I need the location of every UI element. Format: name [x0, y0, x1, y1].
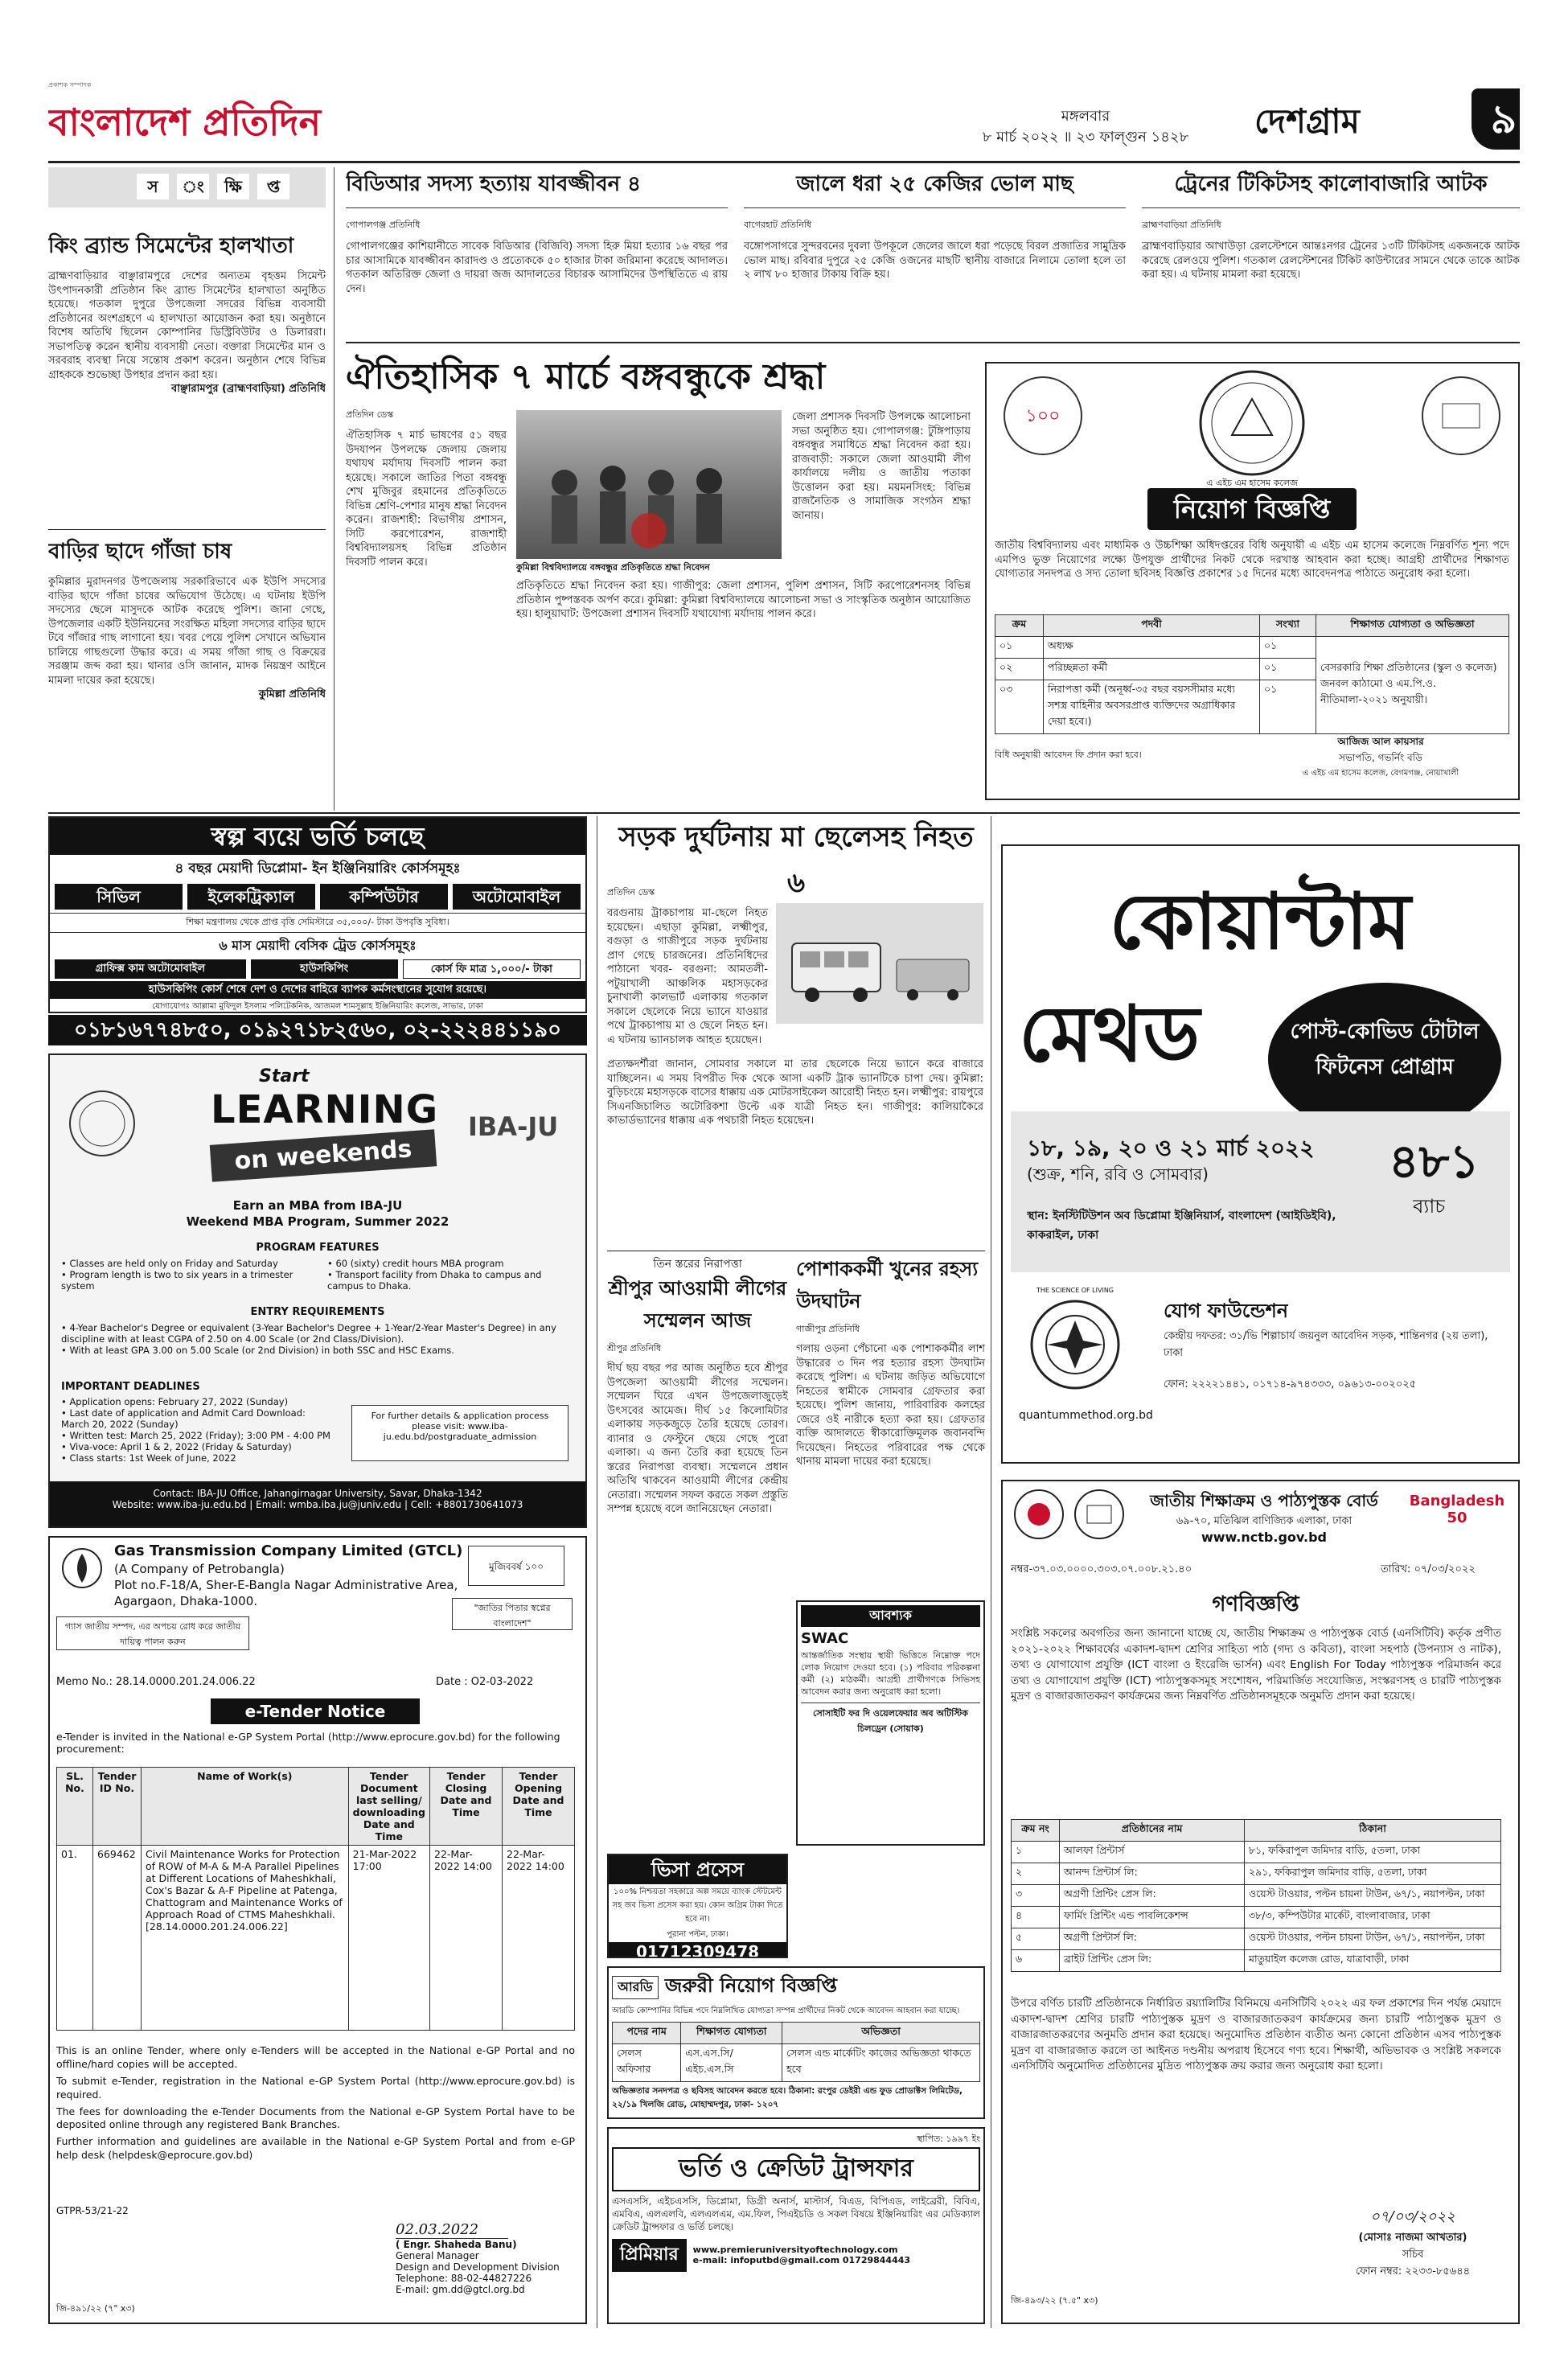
col-header: ক্রম নং — [1012, 1820, 1060, 1842]
company-sub: (A Company of Petrobangla) — [114, 1562, 285, 1576]
logo-text: THE SCIENCE OF LIVING — [1036, 1287, 1114, 1294]
byline: প্রতিদিন ডেস্ক — [346, 409, 394, 420]
table-row — [1012, 1863, 1501, 1885]
col-header: Tender ID No. — [93, 1768, 142, 1846]
ad-phone: 01712309478 — [609, 1942, 786, 1958]
mujib-100-icon — [999, 372, 1087, 460]
garment-story[interactable] — [796, 1255, 985, 1592]
signature-date: ০৭/০৩/২০২২ — [1370, 2208, 1455, 2225]
ad-body: আন্তর্জাতিক সংস্থায় স্থায়ী ভিত্তিতে নিম্নোক্ত পদে লোক নিয়োগ দেওয়া হবে। (১) পরিবার পরিকল্পনা কর্মী (২) মাঠকর্মী। আগ্রহী প্রার্থীগণকে সিভিসহ আবেদন করার জন্য অনুরোধ করা হলো। — [801, 1650, 980, 1697]
ad-code: জি-৪৯৩/২২ (৭.৫" x৩) — [1011, 2295, 1098, 2306]
col-header: Tender Closing Date and Time — [430, 1768, 503, 1846]
crowd-photo-icon — [516, 410, 782, 559]
column-divider — [334, 167, 335, 811]
top-story-2[interactable] — [744, 167, 1126, 312]
divider — [48, 529, 326, 530]
cell: অগ্রণী প্রিন্টিং প্রেস লি: — [1060, 1885, 1245, 1907]
tender-terms — [56, 2044, 575, 2166]
ad-phones[interactable]: ০১৮১৬৭৭৪৮৫০, ০১৯২৭১৮২৫৬০, ০২-২২২৪৪১১৯০ — [48, 1015, 587, 1045]
office-address: কেন্দ্রীয় দফতর: ৩১/ভি শিল্পাচার্য জয়নুল আবেদিন সড়ক, শান্তিনগর (২য় তলা), ঢাকা — [1164, 1330, 1488, 1359]
notice-note: বিধি অনুযায়ী আবেদন ফি প্রদান করা হবে। — [995, 750, 1142, 760]
trade-tag: গ্রাফিক্স কাম অটোমোবাইল — [55, 959, 246, 979]
signature-block — [1324, 2205, 1501, 2281]
details-box[interactable]: For further details & application process please visit: www.iba-ju.edu.bd/postgraduate_admission — [351, 1405, 569, 1461]
story-body: কুমিল্লার মুরাদনগর উপজেলায় সরকারিভাবে এক ইউপি সদস্যের বাড়ির ছাদে গাঁজা চাষের অভিযোগ উঠেছে। এ ঘটনায় ইউপি সদস্যের ছেলে মাসুদকে আটক করেছে পুলিশ। জানা গেছে, উপজেলার একটি ইউনিয়নের সংরক্ষিত মহিলা সদস্যের বাড়ির ছাদে টবে গাঁজার গাছ লাগানো হয়। খবর পেয়ে পুলিশ সেখানে অভিযান চালিয়ে গাছগুলো উদ্ধার করে। এ সময় গাঁজা গাছ ও বিক্রয়ের সরঞ্জাম জব্দ করা হয়। থানার ওসি জানান, মাদক নিয়ন্ত্রণ আইনে মামলা দায়ের করা হয়েছে। — [48, 576, 326, 687]
headline: বাড়ির ছাদে গাঁজা চাষ — [48, 540, 232, 564]
ad-address: যোগাযোগঃ আল্লামা মুফিদুল ইসলাম পলিটেকনিক, আজমল শামসুল্লাহ ইঞ্জিনিয়ারিং কলেজ, সাভার, ঢাকা — [152, 1002, 483, 1011]
col-header: Tender Document last selling/ downloading Date and Time — [348, 1768, 429, 1846]
signature-block — [396, 2221, 581, 2295]
board-address: ৬৯-৭০, মতিঝিল বাণিজ্যিক এলাকা, ঢাকা — [1176, 1515, 1353, 1527]
signer-org: এ এইচ এম হাসেম কলেজ, বেগমগঞ্জ, নোয়াখালী — [1302, 769, 1459, 778]
slogan-box: গ্যাস জাতীয় সম্পদ, এর অপচয় রোধ করে জাতীয় দায়িত্ব পালন করুন — [56, 1616, 249, 1650]
byline: বাগেরহাট প্রতিনিধি — [744, 220, 812, 230]
cell: মাতুয়াইল কলেজ রোড, যাত্রাবাড়ী, ঢাকা — [1245, 1950, 1501, 1972]
byline: কুমিল্লা প্রতিনিধি — [258, 688, 326, 701]
memo-date: তারিখ: ০৭/০৩/২০২২ — [1381, 1563, 1476, 1575]
col-header: Name of Work(s) — [142, 1768, 349, 1846]
story-body: গোপালগঞ্জের কাশিয়ানীতে সাবেক বিডিআর (বিজিবি) সদস্য হিরু মিয়া হত্যার ১৬ বছর পর চার আসামিকে যাবজ্জীবন কারাদণ্ড ও প্রত্যেককে ৫০ হাজার টাকা জরিমানা করেছে আদালত। গতকাল অতিরিক্ত জেলা ও দায়রা জজ আদালতের বিচারক আসামিদের উপস্থিতিতে এ রায় দেন। — [346, 240, 728, 295]
trade-tag: হাউসকিপিং — [251, 959, 398, 979]
quote-box: "জাতির পিতার স্বপ্নের বাংলাদেশ" — [452, 1598, 573, 1630]
byline: ব্রাহ্মণবাড়িয়া প্রতিনিধি — [1142, 220, 1221, 230]
premier-ad[interactable] — [607, 2127, 985, 2324]
ad-banner: হাউসকিপিং কোর্স শেষে দেশ ও দেশের বাহিরে ব্যাপক কর্মসংস্থানের সুযোগ রয়েছে। — [50, 981, 585, 999]
divider — [48, 812, 1520, 814]
cell: ওয়েস্ট টাওয়ার, পল্টন চায়না টাউন, ৬৭/১, নয়াপল্টন, ঢাকা — [1245, 1928, 1501, 1950]
cell: পরিচ্ছন্নতা কর্মী — [1044, 659, 1260, 680]
ju-logo-icon — [66, 1087, 138, 1160]
notice-body: সংশ্লিষ্ট সকলের অবগতির জন্য জানানো যাচ্ছে যে, জাতীয় শিক্ষাক্রম ও পাঠ্যপুস্তক বোর্ড (এনসিটিবি) কর্তৃক প্রণীত ২০২১-২০২২ শিক্ষাবর্ষের একাদশ-দ্বাদশ শ্রেণির সাহিত্য পাঠ (গদ্য ও কবিতা), বাংলা সহপাঠ (উপন্যাস ও নাটক), তথ্য ও যোগাযোগ প্রযুক্তি (ICT বাংলা ও ইংরেজি ভার্সন) এবং English For Today পাঠ্যপুস্তক পরিমার্জন করে তথ্য ও যোগাযোগ প্রযুক্তি (ICT) পাঠ্যপুস্তকসমূহ সংশোধন, পরিমার্জিত সংযোজিত, সংস্করণসহ ও চারটি পাঠ্যপুস্তক মুদ্রণ ও বাজারজাতকরণ কার্যক্রমের জন্য নিম্নবর্ণিত প্রতিষ্ঠানসমূহকে অনুমতি প্রদান করা হয়েছে। — [1011, 1627, 1501, 1703]
swac-ad[interactable] — [796, 1600, 985, 1846]
cell: 22-Mar-2022 14:00 — [430, 1846, 503, 2031]
section-title: দেশগ্রাম — [1254, 101, 1360, 141]
cell: ৬ — [1012, 1950, 1060, 1972]
story-column: প্রতিকৃতিতে শ্রদ্ধা নিবেদন করা হয়। গাজীপুর: জেলা প্রশাসন, পুলিশ প্রশাসন, সিটি করপোরেশনসহ বিভিন্ন প্রতিষ্ঠান পুষ্পস্তবক অর্পণ করে। কুমিল্লা: কুমিল্লা বিশ্ববিদ্যালয়ে আলোচনা সভা ও সাংস্কৃতিক অনুষ্ঠান আয়োজিত হয়। হালুয়াঘাট: উপজেলা প্রশাসন দিবসটি যথাযোগ্য মর্যাদায় পালন করে। — [516, 580, 971, 621]
job-ad[interactable] — [985, 362, 1520, 800]
memo-date: Date : O2-03-2022 — [436, 1676, 534, 1688]
notice-body: উপরে বর্ণিত চারটি প্রতিষ্ঠানকে নির্ধারিত রয়্যালিটির বিনিময়ে এনসিটিবি ২০২২ এর ফল প্রকাশের দিন পর্যন্ত মেয়াদে একাদশ-দ্বাদশ শ্রেণির চারটি পাঠ্যপুস্তক মুদ্রণ ও বাজারজাতকরণ কার্যক্রমের জন্য চারটি পাঠ্যপুস্তক মুদ্রণ ও বাজারজাতকরণের অনুমতি প্রদান করা হয়েছে। অনুমোদিত প্রতিষ্ঠান ব্যতীত অন্য কোনো প্রতিষ্ঠান এসব পাঠ্যপুস্তক মুদ্রণ বা বাজারজাত করলে তা আইনত দণ্ডনীয় অপরাধ হিসেবে গণ্য হবে। শিক্ষার্থী, অভিভাবক ও সংশ্লিষ্ট সকলকে এনসিটিবি অনুমোদিত প্রতিষ্ঠানের মুদ্রিত পাঠ্যপুস্তক ক্রয় করার জন্য অনুরোধ করা হলো। — [1011, 1997, 1501, 2073]
headline: পোশাককর্মী খুনের রহস্য উদঘাটন — [796, 1258, 979, 1312]
signature-date: 02.03.2022 — [396, 2221, 508, 2239]
headline: কিং ব্র্যান্ড সিমেন্টের হালখাতা — [48, 234, 294, 258]
cell: আলফা প্রিন্টার্স — [1060, 1842, 1245, 1863]
cell: ০১ — [1260, 659, 1316, 680]
start-text: Start — [259, 1066, 310, 1086]
course-tag: কম্পিউটার — [320, 884, 448, 910]
ad-heading: জরুরী নিয়োগ বিজ্ঞপ্তি — [664, 1974, 837, 1997]
top-story-1[interactable] — [346, 167, 728, 312]
venue: স্থান: ইনস্টিটিউশন অব ডিপ্লোমা ইঞ্জিনিয়ার্স, বাংলাদেশ (আইডিইবি), কাকরাইল, ঢাকা — [1027, 1210, 1336, 1242]
brand-logo[interactable]: বাংলাদেশ প্রতিদিন — [48, 101, 322, 144]
signer-title: সচিব — [1402, 2249, 1424, 2261]
sreepur-story[interactable] — [607, 1255, 788, 1850]
headline: জালে ধরা ২৫ কেজির ভোল মাছ — [744, 167, 1126, 208]
divider — [346, 342, 1520, 343]
batch-number: ৪৮১ — [1389, 1134, 1480, 1189]
brand-tag: আরডি — [612, 1976, 659, 1999]
notice-title: নিয়োগ বিজ্ঞপ্তি — [1147, 488, 1357, 530]
board-website[interactable]: www.nctb.gov.bd — [1201, 1530, 1327, 1545]
iba-earn: Earn an MBA from IBA-JU — [232, 1198, 403, 1213]
iba-brand: IBA-JU — [468, 1111, 559, 1142]
ad-heading: ভিসা প্রসেস — [609, 1855, 786, 1884]
term: The fees for downloading the e-Tender Documents from the National e-GP System Portal have to be deposited online through any registered Bank Branches. — [56, 2105, 575, 2131]
ad-subtitle: ৪ বছর মেয়াদী ডিপ্লোমা- ইন ইঞ্জিনিয়ারিং কোর্সসমূহঃ — [174, 860, 461, 877]
story-body: বঙ্গোপসাগরে সুন্দরবনের দুবলা উপকূলে জেলের জালে ধরা পড়েছে বিরল প্রজাতির সামুদ্রিক ভোল মাছ। রবিবার দুপুরে ২৫ কেজি ওজনের মাছটি স্থানীয় বাজারে নিলামে তোলা হলে তা ২ লাখ ৮০ হাজার টাকায় বিক্রি হয়। — [744, 240, 1126, 281]
accident-photo — [776, 903, 983, 1024]
quantum-subtitle: মেথড — [1019, 988, 1201, 1079]
news-photo — [516, 410, 782, 559]
brief-letter: ক্ষি — [217, 174, 249, 199]
brief-story-2[interactable] — [48, 535, 326, 808]
brand-tag: প্রিমিয়ার — [612, 2239, 687, 2272]
established: স্থাপিত: ১৯৯৭ ইং — [916, 2134, 980, 2144]
ad-code: জি-৪৯১/২২ (৭" x৩) — [56, 2303, 135, 2314]
cell: Civil Maintenance Works for Protection of ROW of M-A & M-A Parallel Pipelines at Different Locations of Maheshkhali, Cox's Bazar & A-F Pipeline at Patenga, Chattogram and Maintenance Works of Approach Road of CTMS Maheshkhali. [28.14.0000.201.24.006.22] — [142, 1846, 349, 2031]
story-body: প্রত্যক্ষদর্শীরা জানান, সোমবার সকালে মা তার ছেলেকে নিয়ে ভ্যানে করে বাজারে যাচ্ছিলেন। এ সময় বিপরীত দিক থেকে আসা একটি ট্রাক ভ্যানটিকে চাপা দেয়। কুমিল্লা: বুড়িচংয়ে মহাসড়কে বাসের ধাক্কায় এক মোটরসাইকেল আরোহী নিহত হন। লক্ষ্মীপুর: রায়পুরে সিএনজিচালিত অটোরিকশা উল্টে এক যাত্রী নিহত হন। গাজীপুর: কালিয়াকৈরে কাভার্ডভ্যানের ধাক্কায় এক পথচারী নিহত হয়েছেন। — [607, 1058, 983, 1127]
contact-line: Contact: IBA-JU Office, Jahangirnagar University, Savar, Dhaka-1342 — [153, 1488, 482, 1499]
mujib-badge: মুজিববর্ষ ১০০ — [468, 1546, 564, 1586]
tender-table — [56, 1767, 575, 2031]
weekends-text: on weekends — [210, 1129, 437, 1181]
features-right: • 60 (sixty) credit hours MBA program • Transport facility from Dhaka to campus and campus to Dhaka. — [327, 1258, 542, 1292]
course-tag: ইলেকট্রিক্যাল — [187, 884, 315, 910]
col-header: অভিজ্ঞতা — [782, 2023, 980, 2044]
ad-address: পুরানা পল্টন, ঢাকা। — [667, 1930, 729, 1939]
cell: ০১ — [1260, 637, 1316, 659]
ad-footer: অভিজ্ঞতার সনদপত্র ও ছবিসহ আবেদন করতে হবে। ঠিকানা: রংপুর ডেইরী এন্ড ফুড প্রোডাক্টস লিমিটেড, ২২/১৯ খিলজি রোড, মোহাম্মদপুর, ঢাকা- ১২০৭ — [612, 2086, 963, 2109]
quantum-date-row — [1011, 1111, 1510, 1272]
org-logo: SWAC — [801, 1630, 849, 1647]
entry-text: • 4-Year Bachelor's Degree or equivalent (3-Year Bachelor's Degree + 1-Year/2-Year Master's Degree) in any discipline with at least CGPA of 2.50 on 4.00 Scale (or 2nd Class/Division). • With at least GPA 3.00 on 5.00 Scale (or 2nd Division) in both SSC and HSC Exams. — [61, 1322, 556, 1356]
accident-story[interactable] — [607, 816, 985, 1247]
cell: 01. — [57, 1846, 93, 2031]
ad-website[interactable]: www.premieruniversityoftechnology.com — [692, 2245, 898, 2256]
iba-program: Weekend MBA Program, Summer 2022 — [186, 1214, 449, 1229]
college-crest-icon — [1196, 367, 1308, 479]
cell: অগ্রণী প্রিন্টার্স লি: — [1060, 1928, 1245, 1950]
cell: ০১ — [1260, 680, 1316, 734]
headline: বিডিআর সদস্য হত্যায় যাবজ্জীবন ৪ — [346, 167, 728, 208]
table-row — [613, 2044, 980, 2082]
ad-title: স্বল্প ব্যয়ে ভর্তি চলছে — [50, 818, 585, 855]
col-header: সংখ্যা — [1260, 615, 1316, 637]
brief-letter: ং — [177, 174, 209, 199]
ad-note: শিক্ষা মন্ত্রণালয় থেকে প্রাপ্ত বৃত্তি সেমিস্টারে ৩৫,০০০/- টাকা উপবৃত্তি সুবিধা। — [50, 913, 585, 933]
table-row — [1012, 1842, 1501, 1863]
col-header: Tender Opening Date and Time — [503, 1768, 575, 1846]
cell: 669462 — [93, 1846, 142, 2031]
brief-story-1[interactable] — [48, 229, 326, 527]
story-column: জেলা প্রশাসক দিবসটি উপলক্ষে আলোচনা সভা অনুষ্ঠিত হয়। গোপালগঞ্জ: টুঙ্গিপাড়ায় বঙ্গবন্ধুর সমাধিতে শ্রদ্ধা নিবেদন করা হয়। রাজবাড়ী: সকালে জেলা আওয়ামী লীগ কার্যালয়ে দলীয় ও জাতীয় পতাকা উত্তোলন করা হয়। ময়মনসিংহ: বিভিন্ন রাজনৈতিক ও সামাজিক সংগঠন শ্রদ্ধা জানায়। — [792, 411, 971, 522]
signer-title: সভাপতি, গভর্নিং বডি — [1339, 752, 1422, 763]
course-tag: সিভিল — [55, 884, 183, 910]
cell: ২৯১, ফকিরাপুল জমিদার বাড়ি, ৫তলা, ঢাকা — [1245, 1863, 1501, 1885]
table-row — [1012, 1907, 1501, 1928]
ad-heading: ভর্তি ও ক্রেডিট ট্রান্সফার — [612, 2147, 980, 2191]
page-number: ৯ — [1472, 88, 1520, 150]
program-badge: পোস্ট-কোভিড টোটাল ফিটনেস প্রোগ্রাম — [1268, 983, 1501, 1136]
notice-title: e-Tender Notice — [211, 1698, 420, 1724]
masthead-tagline: প্রকাশক সম্পাদক — [48, 81, 92, 88]
nctb-notice[interactable] — [1001, 1480, 1520, 2324]
col-header: পদবী — [1044, 615, 1260, 637]
kicker: তিন স্তরের নিরাপত্তা — [653, 1258, 742, 1271]
iba-contact — [50, 1481, 585, 1526]
cell: 21-Mar-2022 17:00 — [348, 1846, 429, 2031]
signer-phone: Telephone: 88-02-44827226 — [396, 2273, 532, 2284]
ad-body: ১০০% নিশ্চয়তা সহকারে অল্প সময়ে ব্যাংক স্টেটমেন্ট সহ জব ভিসা প্রসেস করা হয়। কোন অগ্রিম টাকা দিতে হবে না। — [612, 1887, 783, 1924]
col-header: শিক্ষাগত যোগ্যতা ও অভিজ্ঞতা — [1316, 615, 1509, 637]
byline: গাজীপুর প্রতিনিধি — [796, 1324, 860, 1334]
byline: শ্রীপুর প্রতিনিধি — [607, 1343, 662, 1353]
anniversary-logo: Bangladesh 50 — [1409, 1493, 1505, 1526]
ad-footer: সোসাইটি ফর দি ওয়েলফেয়ার অব অটিস্টিক চিলড্রেন (সোয়াক) — [801, 1702, 980, 1737]
headline: ঐতিহাসিক ৭ মার্চে বঙ্গবন্ধুকে শ্রদ্ধা — [346, 356, 826, 397]
headline: সড়ক দুর্ঘটনায় মা ছেলেসহ নিহত ৬ — [618, 821, 974, 899]
rd-recruitment-ad[interactable] — [607, 1966, 985, 2119]
govt-seal-icon — [1417, 372, 1505, 460]
headline: ট্রেনের টিকিটসহ কালোবাজারি আটক — [1142, 167, 1520, 208]
story-body: বরগুনায় ট্রাকচাপায় মা-ছেলে নিহত হয়েছেন। এছাড়া কুমিল্লা, লক্ষ্মীপুর, বগুড়া ও গাজীপুরে সড়ক দুর্ঘটনায় প্রাণ গেছে চারজনের। প্রতিনিধিদের পাঠানো খবর- বরগুনা: আমতলী-পটুয়াখালী আঞ্চলিক মহাসড়কের চুনাখালী কালভার্ট এলাকায় গতকাল সকালে ছেলেকে নিয়ে ভ্যানে যাওয়ার পথে ট্রাকচাপায় মা ও ছেলে নিহত হন। এ ঘটনায় ভ্যানচালক আহত হয়েছেন। — [607, 907, 768, 1046]
brief-letter: প্ত — [257, 174, 289, 199]
job-table — [995, 614, 1509, 734]
cell: বেসরকারি শিক্ষা প্রতিষ্ঠানের (স্কুল ও কলেজ) জনবল কাঠামো ও এম.পি.ও. নীতিমালা-২০২১ অনুযায়ী। — [1316, 637, 1509, 734]
company-address: Plot no.F-18/A, Sher-E-Bangla Nagar Administrative Area, — [114, 1578, 458, 1592]
gtcl-logo-icon — [58, 1544, 106, 1592]
cell: নিরাপত্তা কর্মী (অনূর্ধ্ব-৩৫ বছর বয়সসীমার মধ্যে সশস্ত্র বাহিনীর অবসরপ্রাপ্ত ব্যক্তিদের অগ্রাধিকার দেয়া হবে।) — [1044, 680, 1260, 734]
entry-heading: ENTRY REQUIREMENTS — [250, 1306, 385, 1318]
cell: সেলস এন্ড মার্কেটিং কাজের অভিজ্ঞতা থাকতে হবে — [782, 2044, 980, 2082]
brief-letter: স — [137, 174, 169, 199]
gtcl-tender[interactable] — [48, 1536, 587, 2324]
cell: ৮১, ফকিরাপুল জমিদার বাড়ি, ৫তলা, ঢাকা — [1245, 1842, 1501, 1863]
fee-tag: কোর্স ফি মাত্র ১,০০০/- টাকা — [403, 959, 581, 979]
story-column: ঐতিহাসিক ৭ মার্চ ভাষণের ৫১ বছর উদযাপন উপলক্ষে জেলায় জেলায় যথাযথ মর্যাদায় দিবসটি পালন করা হয়েছে। সকালে জাতির পিতা বঙ্গবন্ধু শেখ মুজিবুর রহমানের প্রতিকৃতিতে বিভিন্ন শ্রেণি-পেশার মানুষ শ্রদ্ধা নিবেদন করেন। রাজশাহী: বিভাগীয় প্রশাসন, সিটি করপোরেশন, রাজশাহী বিশ্ববিদ্যালয়সহ বিভিন্ন প্রতিষ্ঠান দিবসটি পালন করে। — [346, 429, 507, 569]
cell: ৩৮/৩, কম্পিউটার মার্কেট, বাংলাবাজার, ঢাকা — [1245, 1907, 1501, 1928]
cell: অধ্যক্ষ — [1044, 637, 1260, 659]
cell: ১ — [1012, 1842, 1060, 1863]
table-row — [57, 1846, 575, 2031]
iba-ad[interactable] — [48, 1054, 587, 1528]
brief-header — [48, 167, 326, 207]
story-body: ব্রাহ্মণবাড়িয়ার বাঞ্ছারামপুরে দেশের অন্যতম বৃহত্তম সিমেন্ট উৎপাদনকারী প্রতিষ্ঠান কিং ব্র্যান্ড সিমেন্টের হালখাতা অনুষ্ঠিত হয়েছে। গতকাল দুপুরে উপজেলা সদরের বিভিন্ন ব্যবসায়ী প্রতিষ্ঠানের অংশগ্রহণে এ হালখাতা আয়োজন করা হয়। অনুষ্ঠানে বিশেষ অতিথি ছিলেন কোম্পানির ডিস্ট্রিবিউটর ও ডিলাররা। সভাপতিত্ব করেন স্থানীয় ব্যবসায়ী নেতা। বক্তারা সিমেন্টের মান ও সরবরাহ ব্যবস্থা নিয়ে সন্তোষ প্রকাশ করেন। অনুষ্ঠান শেষে বিভিন্ন গ্রাহককে শুভেচ্ছা উপহার প্রদান করা হয়। — [48, 270, 326, 381]
batch-label: ব্যাচ — [1413, 1195, 1446, 1218]
features-heading: PROGRAM FEATURES — [256, 1242, 380, 1254]
notice-intro: e-Tender is invited in the National e-GP System Portal (http://www.eprocure.gov.bd) for the following procurement: — [56, 1731, 560, 1755]
signature-block — [1252, 735, 1509, 781]
quantum-ad[interactable] — [1001, 844, 1520, 1464]
term: To submit e-Tender, registration in the National e-GP System Portal (http://www.eprocure.gov.bd) is required. — [56, 2074, 575, 2101]
company-address: Agargaon, Dhaka-1000. — [114, 1594, 258, 1608]
memo-number: Memo No.: 28.14.0000.201.24.006.22 — [56, 1676, 256, 1688]
quantum-title: কোয়ান্টাম — [1109, 876, 1411, 967]
visa-ad[interactable] — [607, 1854, 788, 1958]
cell: ২ — [1012, 1863, 1060, 1885]
headline: শ্রীপুর আওয়ামী লীগের সম্মেলন আজ — [608, 1277, 787, 1332]
notice-intro: জাতীয় বিশ্ববিদ্যালয় এবং মাধ্যমিক ও উচ্চশিক্ষা অধিদপ্তরের বিধি অনুযায়ী এ এইচ এম হাসেম কলেজে নিম্নবর্ণিত শূন্য পদে এমপিও ভুক্ত নিয়োগের লক্ষ্যে উপযুক্ত প্রার্থীদের নিকট থেকে দরখাস্ত আহবান করা হচ্ছে। আগ্রহী প্রার্থীদের শিক্ষাগত যোগ্যতার সনদপত্র ও সদ্য তোলা ছবিসহ বিজ্ঞপ্তি প্রকাশের ১৫ দিনের মধ্যে আবেদনপত্র পাঠাতে অনুরোধ করা হলো। — [995, 540, 1509, 581]
col-header: SL. No. — [57, 1768, 93, 1846]
website-line[interactable]: Website: www.iba-ju.edu.bd | Email: wmba.iba.ju@juniv.edu | Cell: +8801730641073 — [112, 1499, 523, 1510]
col-header: পদের নাম — [613, 2023, 681, 2044]
cell: ৪ — [1012, 1907, 1060, 1928]
signer-name: (মোসাঃ নাজমা আখতার) — [1358, 2232, 1467, 2244]
signer-name: ( Engr. Shaheda Banu) — [396, 2239, 517, 2250]
cell: এস.এস.সি/এইচ.এস.সি — [681, 2044, 782, 2082]
cell: ৫ — [1012, 1928, 1060, 1950]
table-row — [1012, 1950, 1501, 1972]
signer-name: আজিজ আল কায়সার — [1337, 736, 1424, 747]
college-name: এ এইচ এম হাসেম কলেজ — [1206, 478, 1298, 488]
office-phone: ফোন: ২২২২১৪৪১, ০১৭১৪-৯৭৪৩৩৩, ০৯৬১৩-০০২০২৫ — [1164, 1378, 1417, 1390]
company-name: Gas Transmission Company Limited (GTCL) — [114, 1542, 463, 1559]
bus-icon — [776, 903, 983, 1024]
byline: গোপালগঞ্জ প্রতিনিধি — [346, 220, 421, 230]
printer-table — [1011, 1819, 1501, 1972]
cell: আনন্দ প্রিন্টার্স লি: — [1060, 1863, 1245, 1885]
cell: সেলস অফিসার — [613, 2044, 681, 2082]
svg-text:১০০: ১০০ — [1025, 406, 1061, 426]
program-days: (শুক্র, শনি, রবি ও সোমবার) — [1027, 1164, 1209, 1184]
diploma-ad[interactable] — [48, 816, 587, 1013]
signer-email: E-mail: gm.dd@gtcl.org.bd — [396, 2284, 525, 2295]
cell: ৩ — [1012, 1885, 1060, 1907]
term: This is an online Tender, where only e-Tenders will be accepted in the National e-GP Portal and no offline/hard copies will be accepted. — [56, 2044, 575, 2070]
col-header: প্রতিষ্ঠানের নাম — [1060, 1820, 1245, 1842]
byline: প্রতিদিন ডেস্ক — [607, 887, 655, 897]
signer-division: Design and Development Division — [396, 2261, 560, 2273]
cell: 22-Mar-2022 14:00 — [503, 1846, 575, 2031]
notice-title: গণবিজ্ঞপ্তি — [1212, 1592, 1299, 1616]
cell: ০৩ — [995, 680, 1044, 734]
col-header: ঠিকানা — [1245, 1820, 1501, 1842]
ad-body: এসএসসি, এইচএসসি, ডিপ্লোমা, ডিগ্রী অনার্স, মাস্টার্স, বিএড, বিপিএড, লাইব্রেরী, বিবিএ, এমবিএ, এলএলবি, এলএলএম, এম.ফিল, পিএইচডি ও সকল বিষয়ে ইঞ্জিনিয়ারিং এর মেডিক্যাল ক্রেডিট ট্রান্সফার ও ভর্তি চলছে। — [612, 2195, 980, 2233]
table-row — [1012, 1885, 1501, 1907]
features-left: • Classes are held only on Friday and Saturday • Program length is two to six years in a trimester system — [61, 1258, 293, 1292]
ad-phone: e-mail: infoputbd@gmail.com 01729844443 — [692, 2255, 911, 2266]
top-story-3[interactable] — [1142, 167, 1520, 312]
program-dates: ১৮, ১৯, ২০ ও ২১ মার্চ ২০২২ — [1027, 1135, 1315, 1161]
masthead-rule — [48, 161, 1520, 163]
govt-seal-icon — [1011, 1486, 1067, 1542]
byline: বাঞ্ছারামপুর (ব্রাহ্মণবাড়িয়া) প্রতিনিধি — [170, 383, 326, 396]
weekday: মঙ্গলবার — [1061, 108, 1110, 125]
ad-intro: আরডি কোম্পানির বিভিন্ন পদে নিম্নলিখিত যোগ্যতা সম্পন্ন প্রার্থীদের নিকট থেকে আবেদন আহবান করা যাচ্ছে। — [612, 2006, 960, 2015]
foundation-name: যোগ ফাউন্ডেশন — [1164, 1300, 1289, 1322]
term: Further information and guidelines are available in the National e-GP System Portal and from e-GP help desk (helpdesk@eprocure.gov.bd) — [56, 2135, 575, 2162]
signer-title: General Manager — [396, 2250, 479, 2261]
website[interactable]: quantummethod.org.bd — [1019, 1409, 1153, 1422]
ref-code: GTPR-53/21-22 — [56, 2205, 129, 2216]
signer-phone: ফোন নম্বর: ২২৩৩-৮৫৬৪৪ — [1355, 2265, 1471, 2277]
learning-text: LEARNING — [211, 1087, 439, 1132]
ad-heading: আবশ্যক — [801, 1605, 980, 1627]
cell: ওয়েস্ট টাওয়ার, পল্টন চায়না টাউন, ৬৭/১, নয়াপল্টন, ঢাকা — [1245, 1885, 1501, 1907]
board-name: জাতীয় শিক্ষাক্রম ও পাঠ্যপুস্তক বোর্ড — [1150, 1491, 1378, 1510]
march7-story[interactable] — [346, 350, 973, 804]
photo-caption: কুমিল্লা বিশ্ববিদ্যালয়ে বঙ্গবন্ধুর প্রতিকৃতিতে শ্রদ্ধা নিবেদন — [516, 562, 710, 573]
ad-subtitle: ৬ মাস মেয়াদী বেসিক ট্রেড কোর্সসমূহঃ — [219, 938, 417, 953]
col-header: শিক্ষাগত যোগ্যতা — [681, 2023, 782, 2044]
story-body: গলায় ওড়না পেঁচানো এক পোশাককর্মীর লাশ উদ্ধারের ৩ দিন পর হত্যার রহস্য উদঘাটন করেছে পুলিশ। এ ঘটনায় জড়িত অভিযোগে নিহতের স্বামীকে সোমবার গ্রেফতার করা হয়েছে। পুলিশ জানায়, পারিবারিক কলহের জেরে ওই নারীকে হত্যা করা হয়। গ্রেফতার ব্যক্তি আদালতে স্বীকারোক্তিমূলক জবানবন্দি দিয়েছেন। নিহতের পরিবারের পক্ষ থেকে থানায় মামলা দায়ের করা হয়েছে। — [796, 1343, 985, 1468]
issue-date: ৮ মার্চ ২০২২ ॥ ২৩ ফাল্গুন ১৪২৮ — [982, 129, 1189, 146]
deadlines-text: • Application opens: February 27, 2022 (Sunday) • Last date of application and Admit Card Download: March 20, 2022 (Sunday) • Written test: March 25, 2022 (Friday); 3:00 PM - 4:00 PM • Viva-voce: April 1 & 2, 2022 (Friday & Saturday) • Class starts: 1st Week of June, 2022 — [61, 1396, 330, 1464]
story-body: দীর্ঘ ছয় বছর পর আজ অনুষ্ঠিত হবে শ্রীপুর উপজেলা আওয়ামী লীগের সম্মেলন। সম্মেলন ঘিরে এখন উপজেলাজুড়েই উৎসবের আমেজ। দীর্ঘ ১৫ কিলোমিটার এলাকায় সড়কজুড়ে তৈরি হয়েছে তোরণ। ব্যানার ও ফেস্টুনে ছেয়ে গেছে পুরো এলাকা। এ জন্য তৈরি করা হয়েছে তিন স্তরের নিরাপত্তা ব্যবস্থা। সম্মেলনে প্রধান অতিথি থাকবেন আওয়ামী লীগের কেন্দ্রীয় নেতারা। সম্মেলন সফল করতে সকল প্রস্তুতি সম্পন্ন হয়েছে বলে জানিয়েছেন নেতারা। — [607, 1362, 788, 1516]
course-tag: অটোমোবাইল — [453, 884, 581, 910]
cell: ০১ — [995, 637, 1044, 659]
story-body: ব্রাহ্মণবাড়িয়ার আখাউড়া রেলস্টেশনে আন্তঃনগর ট্রেনের ১৩টি টিকিটসহ একজনকে আটক করেছে রেলওয়ে পুলিশ। গতকাল রেলস্টেশনের টিকিট কাউন্টারের সামনে থেকে তাকে আটক করা হয়। এ ঘটনায় মামলা করা হয়েছে। — [1142, 240, 1520, 281]
table-row — [995, 637, 1509, 659]
table-row — [1012, 1928, 1501, 1950]
nctb-logo-icon — [1071, 1486, 1127, 1542]
cell: ব্রাইট প্রিন্টিং প্রেস লি: — [1060, 1950, 1245, 1972]
cell: ০২ — [995, 659, 1044, 680]
memo-number: নম্বর-৩৭.০৩.০০০০.৩০৩.০৭.০০৮.২১.৪০ — [1011, 1563, 1192, 1575]
col-header: ক্রম — [995, 615, 1044, 637]
science-of-living-logo-icon — [1027, 1296, 1123, 1393]
cell: ফার্মিং প্রিন্টিং এন্ড পাবলিকেশন্স — [1060, 1907, 1245, 1928]
deadlines-heading: IMPORTANT DEADLINES — [61, 1381, 200, 1393]
masthead — [48, 72, 1520, 161]
